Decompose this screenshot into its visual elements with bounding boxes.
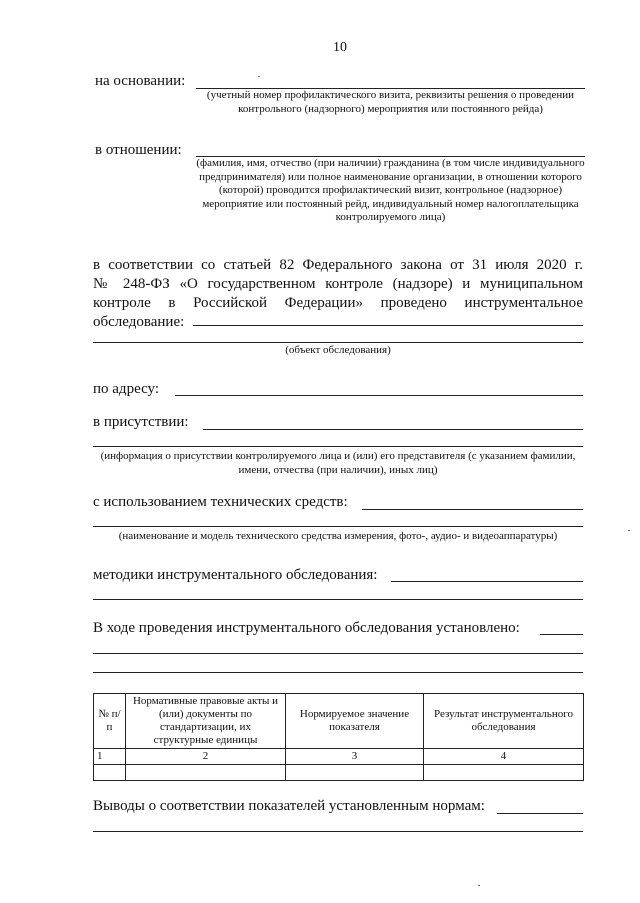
col-number-2: 2 [126,749,286,765]
legal-line-3: контроле в Российской Федерации» проведено инструментальное [93,295,583,311]
legal-line-2: № 248-ФЗ «О государственном контроле (надзоре) и муниципальном [93,276,583,292]
header-result: Результат инструментального обследования [424,694,584,749]
basis-label: на основании: [95,73,186,89]
conclusions-field-line-2[interactable] [93,831,583,832]
scan-speck [478,885,480,886]
results-table [93,693,584,781]
conclusions-label: Выводы о соответствии показателей установленным нормам: [93,798,485,814]
findings-label: В ходе проведения инструментального обследования установлено: [93,620,520,636]
table-header-row [94,694,584,749]
presence-field-line-2[interactable] [93,446,583,447]
legal-line-4: обследование: [93,314,185,330]
methods-field-line-1[interactable] [391,581,583,582]
object-field-line-1[interactable] [193,325,583,326]
presence-hint: (информация о присутствии контролируемого лица и (или) его представителя (с указанием фамилии, имени, отчества (при наличии), иных лиц) [100,450,576,476]
table-numbering-row [94,749,584,765]
tools-field-line-1[interactable] [362,509,583,510]
subject-hint: (фамилия, имя, отчество (при наличии) гражданина (в том числе индивидуального предпринимателя) или полное наименование организации, в отношении которого (которой) проводится профилактический визит, контрольное (надзорное) мероприятие или постоянный рейд, индивидуальный номер налогоплательщика контролируемого лица) [196,157,585,223]
col-number-4: 4 [424,749,584,765]
table-cell[interactable] [286,765,424,781]
tools-label: с использованием технических средств: [93,494,348,510]
header-legal-acts: Нормативные правовые акты и (или) документы по стандартизации, их структурные единицы [126,694,286,749]
findings-field-line-1[interactable] [540,634,583,635]
scan-speck [258,76,260,77]
address-field-line[interactable] [175,395,583,396]
table-cell[interactable] [94,765,126,781]
header-norm-value: Нормируемое значение показателя [286,694,424,749]
basis-hint: (учетный номер профилактического визита, реквизиты решения о проведении контрольного (надзорного) мероприятия или постоянного рейда) [206,89,575,115]
page-number: 10 [333,40,347,55]
presence-label: в присутствии: [93,414,189,430]
scan-speck [628,530,630,531]
methods-field-line-2[interactable] [93,599,583,600]
subject-label: в отношении: [95,142,182,158]
col-number-3: 3 [286,749,424,765]
methods-label: методики инструментального обследования: [93,567,378,583]
col-number-1: 1 [94,749,126,765]
header-number: № п/п [94,694,126,749]
findings-field-line-3[interactable] [93,672,583,673]
findings-field-line-2[interactable] [93,653,583,654]
address-label: по адресу: [93,381,160,397]
table-cell[interactable] [424,765,584,781]
table-row [94,765,584,781]
presence-field-line-1[interactable] [203,429,583,430]
object-hint: (объект обследования) [285,344,391,356]
tools-field-line-2[interactable] [93,526,583,527]
table-cell[interactable] [126,765,286,781]
legal-line-1: в соответствии со статьей 82 Федерального закона от 31 июля 2020 г. [93,257,583,273]
conclusions-field-line-1[interactable] [497,813,583,814]
tools-hint: (наименование и модель технического средства измерения, фото-, аудио- и видеоаппаратуры) [118,530,558,542]
object-field-line-2[interactable] [93,342,583,343]
